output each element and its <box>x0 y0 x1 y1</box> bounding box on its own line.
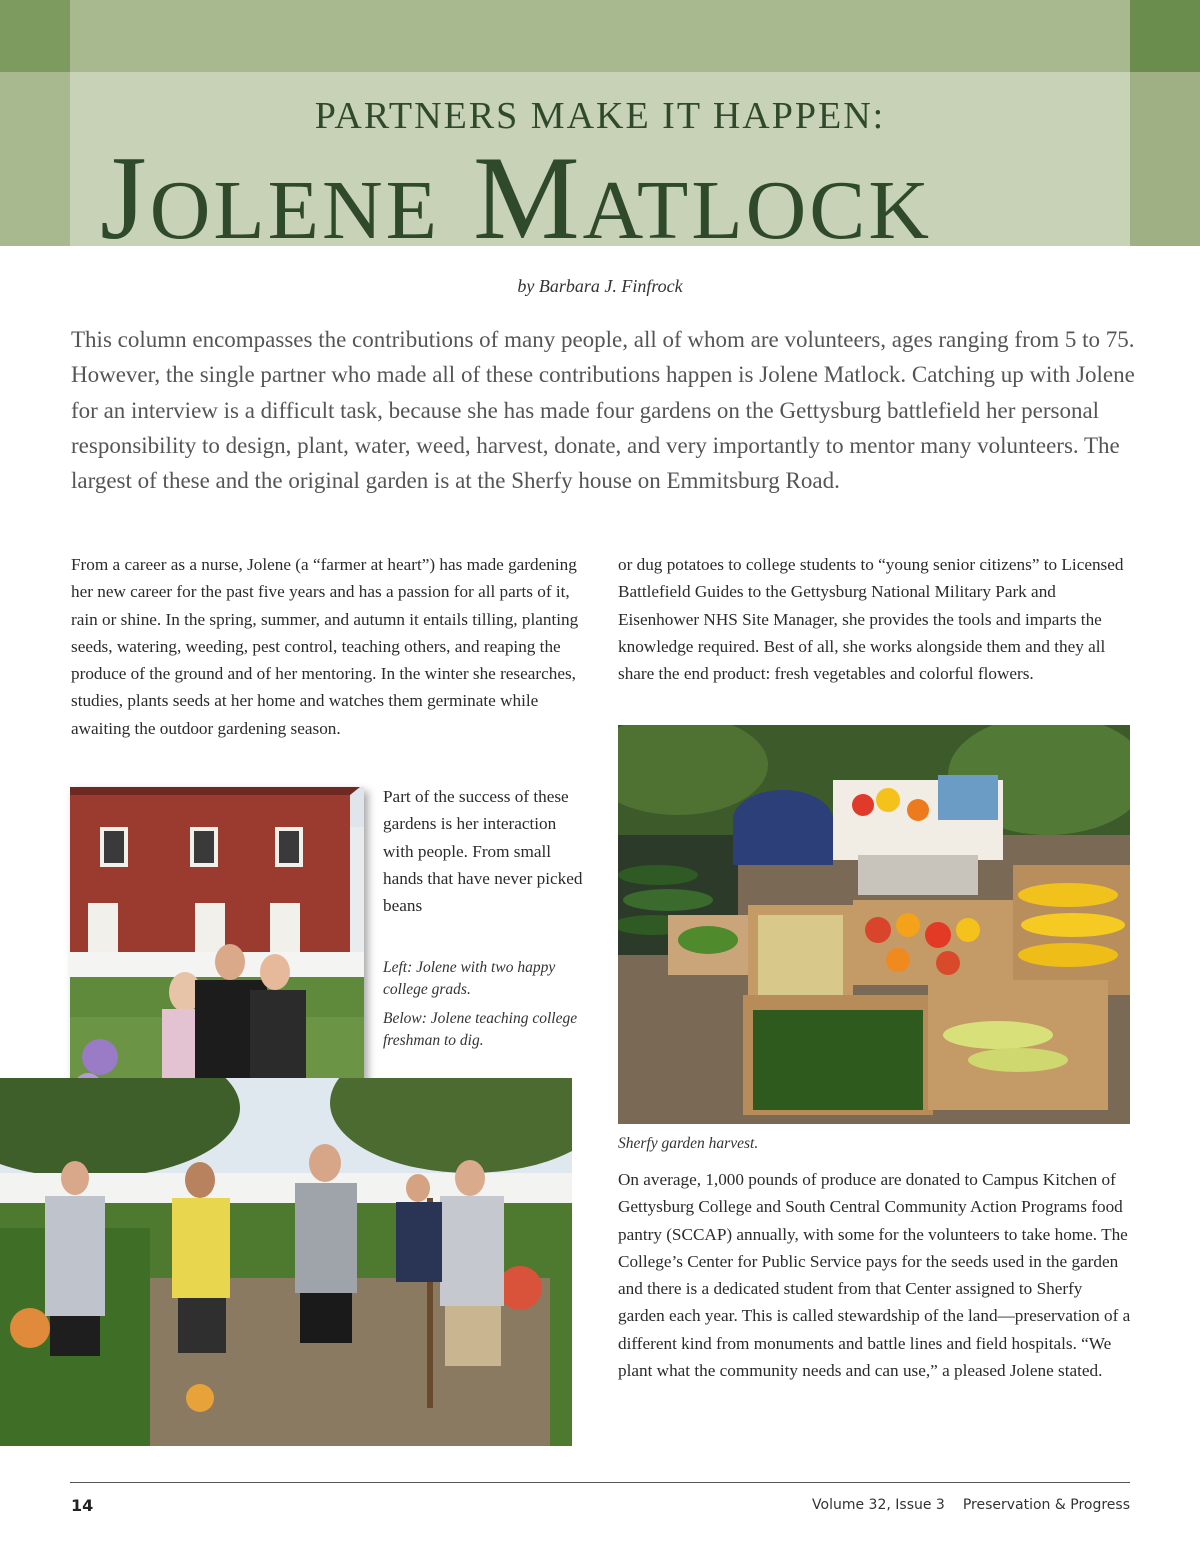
footer-publication-info <box>812 1497 1130 1513</box>
body-paragraph-4: On average, 1,000 pounds of produce are donated to Campus Kitchen of Gettysburg College and South Central Community Action Programs food pantry (SCCAP) annually, with some for the volunteers to take home. The College’s Center for Public Service pays for the seeds used in the garden and there is a dedicated student from that Center assigned to Sherfy garden each year. This is called stewardship of the land—preservation of a different kind from monuments and battle lines and field hospitals. “We plant what the community needs and can use,” a pleased Jolene stated. <box>618 1170 1131 1381</box>
footer-publication: Preservation & Progress <box>962 1497 1130 1513</box>
footer-issue: Volume 32, Issue 3 <box>812 1497 945 1513</box>
photo-jolene-teaching <box>0 1078 572 1446</box>
header-band-top <box>0 0 1200 72</box>
photo-sherfy-harvest <box>618 725 1130 1124</box>
caption-left-photo: Left: Jolene with two happy college grads. <box>383 959 556 998</box>
page-number: 14 <box>71 1496 94 1515</box>
body-paragraph-2: Part of the success of these gardens is her interaction with people. From small hands that have never picked beans <box>383 787 583 916</box>
byline: by Barbara J. Finfrock <box>517 276 683 296</box>
caption-harvest-photo: Sherfy garden harvest. <box>618 1135 759 1152</box>
photo-jolene-with-grads <box>70 787 364 1124</box>
article-title: Jolene Matlock <box>100 131 932 264</box>
body-paragraph-1: From a career as a nurse, Jolene (a “farmer at heart”) has made gardening her new career for the past five years and has a passion for all parts of it, rain or shine. In the spring, summer, and autumn it entails tilling, planting seeds, watering, weeding, pest control, teaching others, and reaping the produce of the ground and of her mentoring. In the winter she researches, studies, plants seeds at her home and watches them germinate while awaiting the outdoor gardening season. <box>71 555 579 738</box>
header-band-corner-right <box>1130 0 1200 72</box>
body-paragraph-3: or dug potatoes to college students to “young senior citizens” to Licensed Battlefield Guides to the Gettysburg National Military Park and Eisenhower NHS Site Manager, she provides the tools and imparts the knowledge required. Best of all, she works alongside them and they all share the end product: fresh vegetables and colorful flowers. <box>618 555 1124 684</box>
article-kicker: PARTNERS MAKE IT HAPPEN: <box>314 95 886 137</box>
header-band-corner-left <box>0 0 70 72</box>
footer-rule <box>70 1482 1130 1483</box>
caption-below-photo: Below: Jolene teaching college freshman to dig. <box>383 1010 578 1049</box>
lead-paragraph: This column encompasses the contributions of many people, all of whom are volunteers, ages ranging from 5 to 75. However, the single partner who made all of these contributions happen is Jolene Matlock. Catching up with Jolene for an interview is a difficult task, because she has made four gardens on the Gettysburg battlefield her personal responsibility to design, plant, water, weed, harvest, donate, and very importantly to mentor many volunteers. The largest of these and the original garden is at the Sherfy house on Emmitsburg Road. <box>71 327 1135 494</box>
